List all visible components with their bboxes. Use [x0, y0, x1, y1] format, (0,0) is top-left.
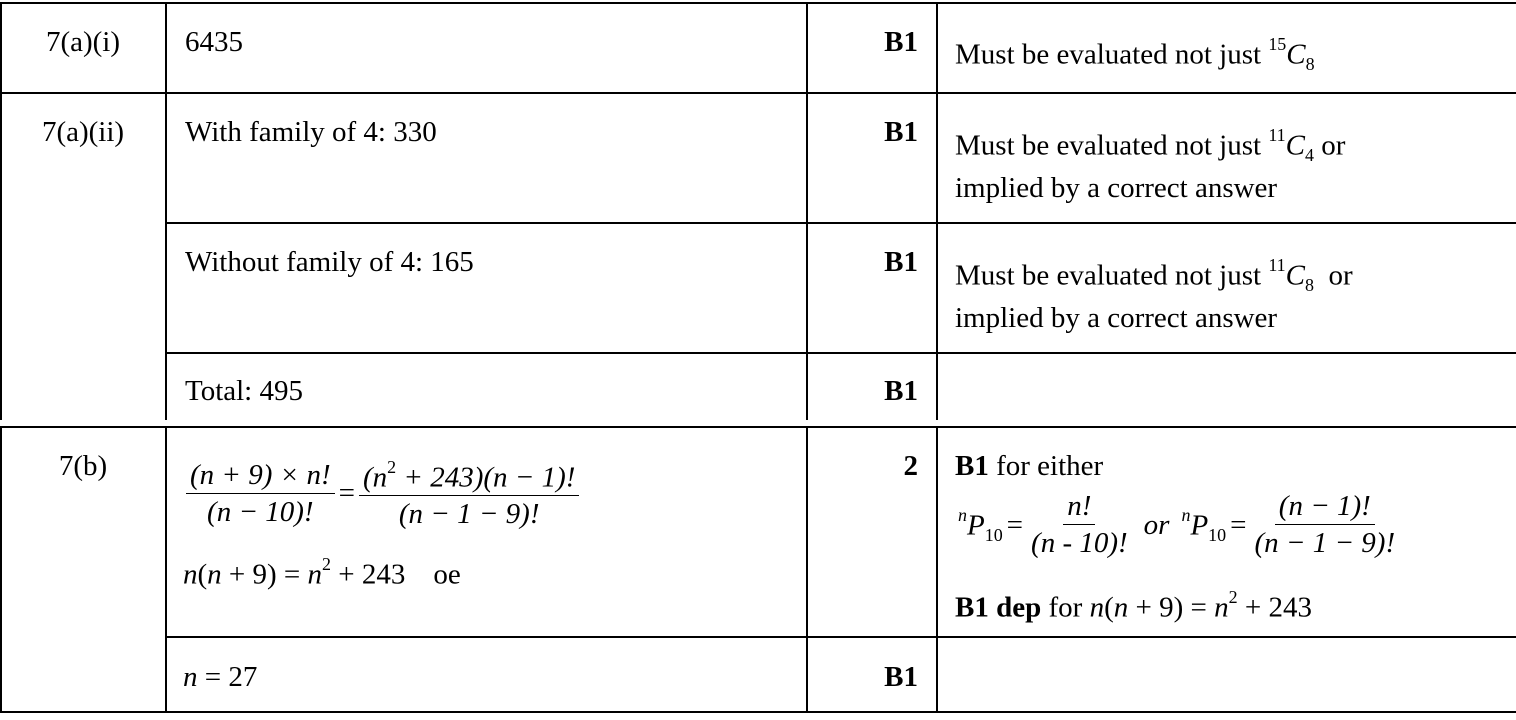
mark-label: B1: [884, 375, 918, 407]
rule-row2: [166, 222, 1516, 224]
guidance-text: Must be evaluated not just $^{15}C_8$: [955, 34, 1315, 74]
answer-text: n = 27: [183, 661, 258, 693]
rule-top: [0, 2, 1516, 4]
question-number: 7(a)(i): [45, 26, 121, 58]
answer-text: Total: 495: [185, 375, 303, 407]
rule-col2-a: [806, 2, 808, 420]
guidance-text-line2: implied by a correct answer: [955, 302, 1278, 334]
fraction: $\frac{(n + 9) \times n!}{(n - 10)!}$: [186, 461, 335, 527]
guidance-b1: B1 for either: [955, 450, 1104, 482]
fraction: $\frac{n!}{(n - 10)!}$: [1031, 490, 1128, 559]
guidance-text-line2: implied by a correct answer: [955, 172, 1278, 204]
question-number: 7(b): [58, 450, 108, 482]
answer-text: Without family of 4: 165: [185, 246, 474, 278]
rule-left-a: [0, 2, 2, 420]
mark-label: B1: [884, 661, 918, 693]
mark-label: 2: [903, 450, 918, 482]
or-label: or: [1143, 508, 1170, 541]
rule-row1: [0, 92, 1516, 94]
mark-label: B1: [884, 116, 918, 148]
mark-label: B1: [884, 26, 918, 58]
permutation-options: $^nP_{10}$ = $\frac{n!}{(n - 10)!}$ or $^nP_{10}$ = $\frac{(n - 1)!}{(n - 1 - 9)!}$: [958, 492, 1399, 558]
question-number: 7(a)(ii): [41, 116, 125, 148]
guidance-text: Must be evaluated not just $^{11}C_8$ or: [955, 255, 1353, 295]
fraction: $\frac{(n - 1)!}{(n - 1 - 9)!}$: [1254, 490, 1396, 559]
rule-bottom: [0, 711, 1516, 713]
guidance-b1dep: B1 dep for $n(n + 9) = n^2 + 243$: [955, 587, 1312, 624]
perm-symbol: $^nP_{10}$: [958, 505, 1003, 545]
answer-text: With family of 4: 330: [185, 116, 437, 148]
equation: $\frac{(n + 9) \times n!}{(n - 10)!}$ = $\frac{(n^2 + 243)(n - 1)!}{(n - 1 - 9)!}$: [186, 458, 579, 529]
rule-col1-a: [165, 2, 167, 420]
oe-label: oe: [433, 558, 461, 591]
simplified-equation: $n(n + 9) = n^2 + 243$ oe: [183, 554, 461, 591]
rule-row5: [166, 636, 1516, 638]
rule-col3-a: [936, 2, 938, 420]
perm-symbol: $^nP_{10}$: [1181, 505, 1227, 545]
rule-block2-top: [0, 426, 1516, 428]
answer-text: 6435: [185, 26, 243, 58]
fraction: $\frac{(n^2 + 243)(n - 1)!}{(n - 1 - 9)!}$: [359, 458, 579, 529]
guidance-text: Must be evaluated not just $^{11}C_4$ or: [955, 125, 1346, 165]
rule-row3: [166, 352, 1516, 354]
rule-col3-b: [936, 426, 938, 712]
mark-label: B1: [884, 246, 918, 278]
